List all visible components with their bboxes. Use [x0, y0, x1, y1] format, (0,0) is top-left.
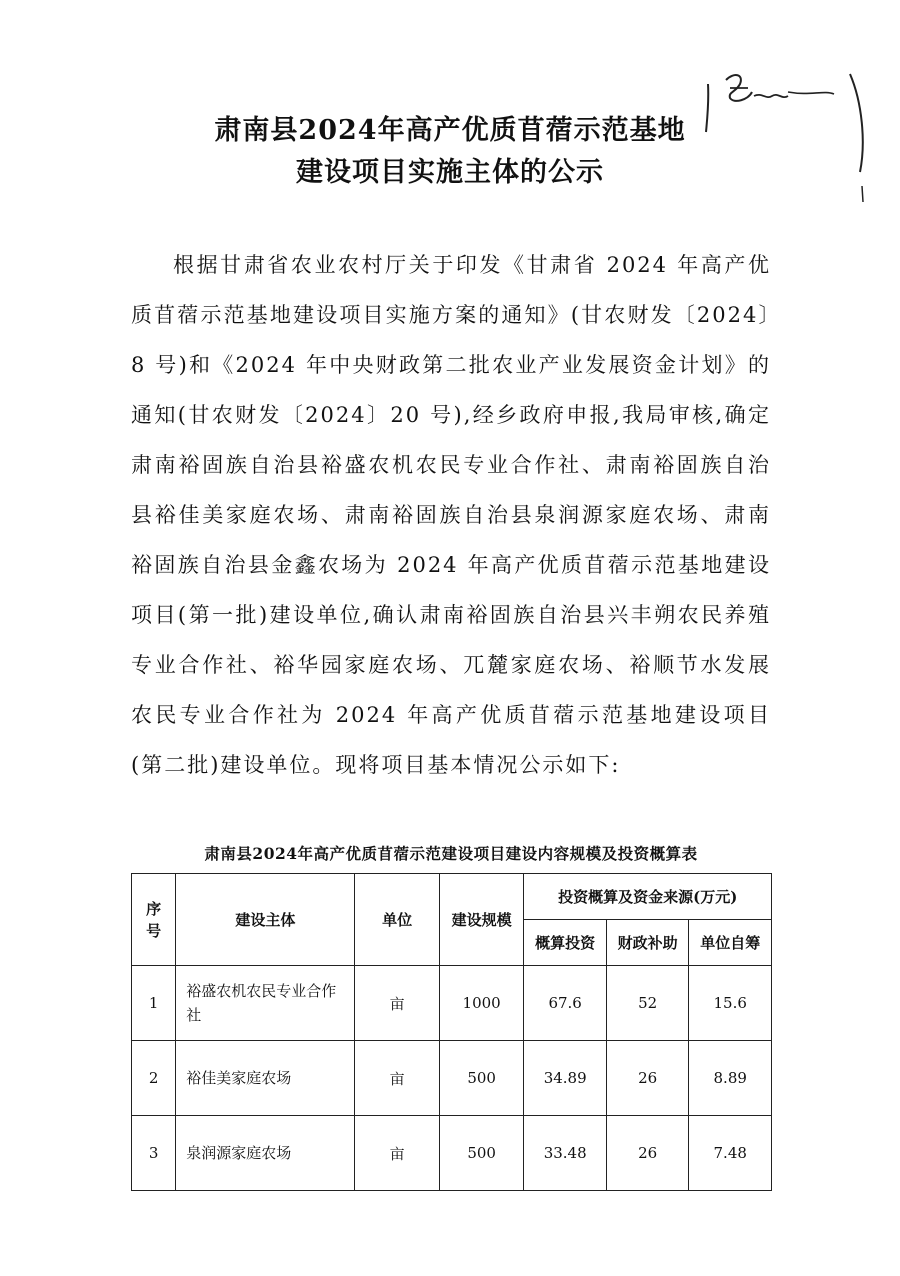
cell-estimate: 34.89 [524, 1041, 607, 1116]
cell-estimate: 67.6 [524, 966, 607, 1041]
table-row [132, 1041, 772, 1116]
header-estimate: 概算投资 [524, 920, 607, 966]
cell-estimate: 33.48 [524, 1116, 607, 1191]
cell-seq: 1 [132, 966, 176, 1041]
body-text [131, 240, 771, 790]
budget-table [131, 873, 772, 1191]
cell-subsidy: 26 [606, 1041, 689, 1116]
header-unit: 单位 [355, 874, 440, 966]
cell-seq: 2 [132, 1041, 176, 1116]
header-seq-bottom: 号 [146, 921, 162, 940]
table-row [132, 1116, 772, 1191]
table-row [132, 966, 772, 1041]
cell-scale: 500 [439, 1041, 524, 1116]
cell-self-raised: 15.6 [689, 966, 772, 1041]
header-investment-group: 投资概算及资金来源(万元) [524, 874, 772, 920]
body-paragraph: 根据甘肃省农业农村厅关于印发《甘肃省 2024 年高产优质苜蓿示范基地建设项目实施方案的通知》(甘农财发〔2024〕8 号)和《2024 年中央财政第二批农业产业发展资金计划》的通知(甘农财发〔2024〕20 号),经乡政府申报,我局审核,确定肃南裕固族自治县裕盛农机农民专业合作社、肃南裕固族自治县裕佳美家庭农场、肃南裕固族自治县泉润源家庭农场、肃南裕固族自治县金鑫农场为 2024 年高产优质苜蓿示范基地建设项目(第一批)建设单位,确认肃南裕固族自治县兴丰朔农民养殖专业合作社、裕华园家庭农场、兀麓家庭农场、裕顺节水发展农民专业合作社为 2024 年高产优质苜蓿示范基地建设项目(第二批)建设单位。现将项目基本情况公示如下: [131, 253, 771, 777]
cell-unit: 亩 [355, 1116, 440, 1191]
cell-scale: 500 [439, 1116, 524, 1191]
cell-scale: 1000 [439, 966, 524, 1041]
header-seq-top: 序 [146, 899, 162, 918]
cell-self-raised: 8.89 [689, 1041, 772, 1116]
cell-unit: 亩 [355, 966, 440, 1041]
cell-entity: 裕盛农机农民专业合作社 [176, 966, 355, 1041]
cell-entity: 裕佳美家庭农场 [176, 1041, 355, 1116]
header-scale: 建设规模 [439, 874, 524, 966]
cell-entity: 泉润源家庭农场 [176, 1116, 355, 1191]
header-entity: 建设主体 [176, 874, 355, 966]
cell-subsidy: 26 [606, 1116, 689, 1191]
cell-unit: 亩 [355, 1041, 440, 1116]
table-caption: 肃南县2024年高产优质苜蓿示范建设项目建设内容规模及投资概算表 [204, 844, 698, 863]
cell-seq: 3 [132, 1116, 176, 1191]
header-subsidy: 财政补助 [606, 920, 689, 966]
title-line-1: 肃南县2024年高产优质苜蓿示范基地 [214, 115, 686, 146]
cell-subsidy: 52 [606, 966, 689, 1041]
title-line-2: 建设项目实施主体的公示 [296, 157, 604, 188]
header-self-raised: 单位自筹 [689, 920, 772, 966]
table-header-row [132, 874, 772, 920]
cell-self-raised: 7.48 [689, 1116, 772, 1191]
header-seq [132, 874, 176, 966]
